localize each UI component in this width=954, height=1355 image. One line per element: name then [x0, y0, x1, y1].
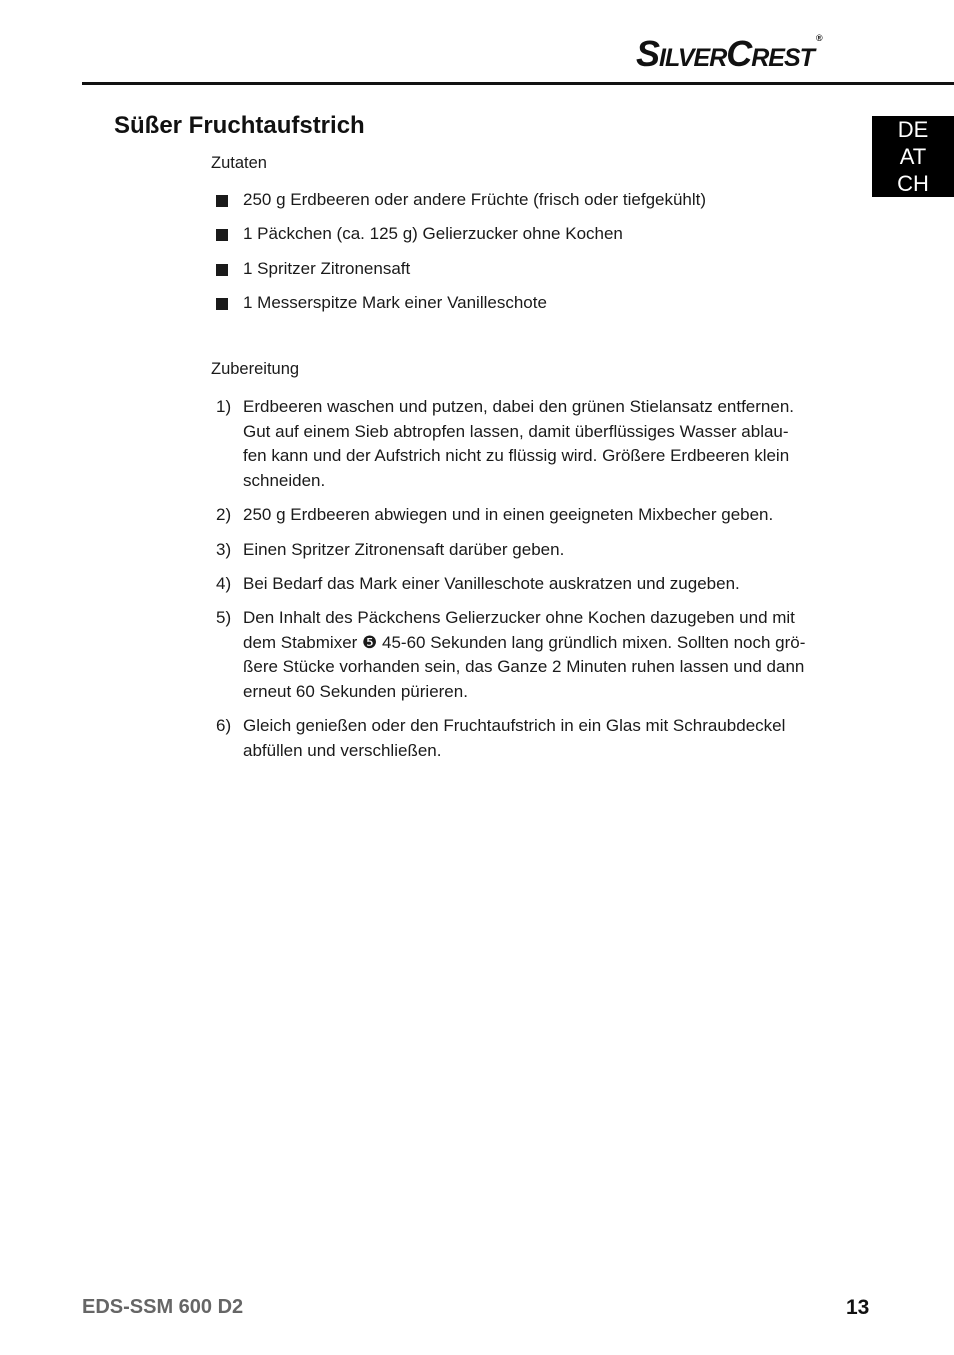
step-item: [216, 395, 805, 494]
page-number: 13: [846, 1296, 870, 1319]
step-text-line: abfüllen und verschließen.: [243, 740, 442, 760]
ingredient-text: 1 Messerspitze Mark einer Vanilleschote: [243, 292, 547, 312]
ingredient-item: [216, 224, 706, 258]
ingredients-heading: Zutaten: [211, 154, 267, 172]
brand-logo: [636, 33, 822, 75]
step-text-line: ßere Stücke vorhanden sein, das Ganze 2 Minuten ruhen lassen und dann: [243, 657, 805, 677]
ingredient-text: 1 Päckchen (ca. 125 g) Gelierzucker ohne Kochen: [243, 224, 623, 244]
step-text-line: erneut 60 Sekunden pürieren.: [243, 682, 468, 702]
step-item: [216, 538, 805, 563]
step-text-line: Gut auf einem Sieb abtropfen lassen, damit überflüssiges Wasser ablau-: [243, 421, 789, 441]
header-rule: [82, 82, 954, 85]
registered-mark: ®: [815, 33, 822, 43]
lang-ch: CH: [897, 171, 929, 196]
bullet-square-icon: [216, 298, 228, 310]
step-number: 4): [216, 573, 232, 593]
bullet-square-icon: [216, 229, 228, 241]
ingredients-list: [216, 190, 706, 327]
bullet-square-icon: [216, 264, 228, 276]
lang-at: AT: [899, 144, 927, 169]
bullet-square-icon: [216, 195, 228, 207]
step-text-line: Den Inhalt des Päckchens Gelierzucker ohne Kochen dazugeben und mit: [243, 607, 795, 627]
ingredient-item: [216, 293, 706, 327]
step-text-line: dem Stabmixer ❺ 45-60 Sekunden lang gründlich mixen. Sollten noch grö-: [243, 632, 806, 652]
page-title: Süßer Fruchtaufstrich: [114, 112, 365, 139]
ingredient-text: 250 g Erdbeeren oder andere Früchte (frisch oder tiefgekühlt): [243, 190, 707, 209]
step-number: 1): [216, 397, 232, 416]
ingredient-item: [216, 259, 706, 293]
model-number: EDS-SSM 600 D2: [82, 1296, 244, 1318]
preparation-heading: Zubereitung: [211, 360, 300, 378]
language-tab: [872, 116, 954, 197]
step-text-line: Bei Bedarf das Mark einer Vanilleschote auskratzen und zugeben.: [243, 573, 740, 593]
step-item: [216, 503, 805, 528]
lang-de: DE: [897, 117, 929, 142]
step-item: [216, 606, 805, 705]
brand-name: SilverCrest: [636, 33, 814, 74]
step-text-line: 250 g Erdbeeren abwiegen und in einen geeigneten Mixbecher geben.: [243, 505, 774, 525]
step-item: [216, 572, 805, 597]
step-number: 3): [216, 539, 232, 559]
ingredient-text: 1 Spritzer Zitronensaft: [243, 258, 411, 278]
ingredient-item: [216, 190, 706, 224]
step-item: [216, 714, 805, 763]
step-number: 5): [216, 607, 232, 627]
step-number: 2): [216, 505, 232, 525]
step-text-line: fen kann und der Aufstrich nicht zu flüssig wird. Größere Erdbeeren klein: [243, 446, 790, 466]
step-number: 6): [216, 716, 232, 736]
step-text-line: schneiden.: [243, 471, 326, 491]
preparation-steps: [216, 395, 805, 773]
step-text-line: Einen Spritzer Zitronensaft darüber geben.: [243, 539, 565, 559]
step-text-line: Gleich genießen oder den Fruchtaufstrich in ein Glas mit Schraubdeckel: [243, 716, 786, 736]
step-text-line: Erdbeeren waschen und putzen, dabei den grünen Stielansatz entfernen.: [243, 397, 795, 416]
